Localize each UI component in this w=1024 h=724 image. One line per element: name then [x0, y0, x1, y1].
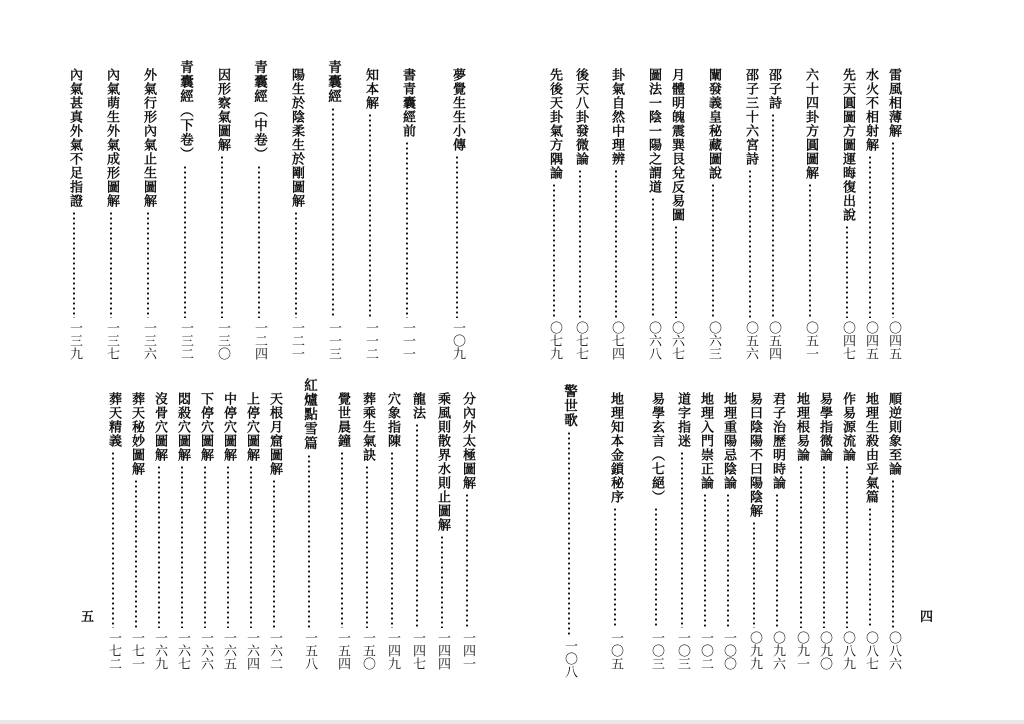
entry-title: 易學玄言（七絕） — [649, 392, 664, 504]
entry-title: 警世歌 — [561, 384, 577, 428]
toc-entry[interactable] — [792, 392, 810, 670]
dot-leader — [466, 493, 468, 628]
entry-page-number: 一六七 — [175, 631, 190, 670]
entry-page-number: 一七一 — [129, 631, 144, 670]
toc-section-heading[interactable] — [324, 60, 342, 360]
toc-entry[interactable] — [433, 392, 451, 670]
dot-leader — [332, 107, 334, 319]
dot-leader — [227, 465, 229, 628]
entry-title: 君子治歷明時論 — [770, 392, 785, 490]
entry-page-number: 一〇五 — [608, 631, 623, 670]
entry-title: 青囊經 — [325, 60, 341, 104]
entry-title: 龍法 — [410, 392, 425, 420]
dot-leader — [416, 423, 418, 628]
entry-page-number: 一七二 — [106, 631, 121, 670]
entry-title: 悶殺穴圖解 — [175, 392, 190, 462]
dot-leader — [823, 465, 825, 628]
entry-title: 地理入門崇正論 — [698, 392, 713, 490]
toc-entry[interactable] — [673, 392, 691, 670]
dot-leader — [655, 507, 657, 628]
dot-leader — [675, 225, 677, 318]
entry-page-number: 〇九六 — [770, 631, 785, 670]
toc-entry[interactable] — [408, 392, 426, 670]
entry-title: 青囊經（下卷） — [177, 60, 193, 162]
toc-entry[interactable] — [358, 392, 376, 670]
toc-entry[interactable] — [65, 68, 83, 360]
entry-title: 作易源流論 — [840, 392, 855, 462]
entry-title: 沒骨穴圖解 — [152, 392, 167, 462]
dot-leader — [204, 465, 206, 628]
entry-page-number: 一二四 — [252, 321, 267, 360]
entry-page-number: 〇四七 — [840, 321, 855, 360]
dot-leader — [158, 465, 160, 628]
entry-page-number: 一二一 — [289, 321, 304, 360]
toc-entry[interactable] — [644, 68, 662, 360]
dot-leader — [273, 479, 275, 628]
dot-leader — [579, 169, 581, 318]
toc-entry[interactable] — [173, 392, 191, 670]
entry-title: 內氣萌生外氣成形圖解 — [104, 68, 119, 208]
entry-page-number: 一六四 — [244, 631, 259, 670]
entry-page-number: 〇六三 — [706, 321, 721, 360]
entry-page-number: 一六九 — [152, 631, 167, 670]
toc-entry[interactable] — [361, 68, 379, 360]
entry-title: 覺世晨鐘 — [335, 392, 350, 448]
toc-entry[interactable] — [265, 392, 283, 670]
entry-page-number: 〇四五 — [886, 321, 901, 360]
entry-page-number: 〇九〇 — [817, 631, 832, 670]
entry-page-number: 一四七 — [410, 631, 425, 670]
entry-page-number: 一三二 — [178, 321, 193, 360]
scan-edge — [0, 720, 1024, 724]
toc-entry[interactable] — [741, 68, 759, 360]
dot-leader — [135, 479, 137, 628]
toc-entry[interactable] — [139, 68, 157, 360]
entry-title: 卦氣自然中理辨 — [609, 68, 624, 166]
toc-entry[interactable] — [764, 68, 782, 360]
toc-entry[interactable] — [801, 68, 819, 360]
dot-leader — [295, 211, 297, 318]
entry-title: 地理根易論 — [794, 392, 809, 462]
dot-leader — [869, 155, 871, 318]
entry-title: 闡發義皇秘藏圖說 — [706, 68, 721, 180]
dot-leader — [406, 141, 408, 318]
entry-title: 分內外太極圖解 — [460, 392, 475, 490]
dot-leader — [184, 165, 186, 319]
toc-entry[interactable] — [696, 392, 714, 670]
entry-page-number: 〇八六 — [886, 631, 901, 670]
dot-leader — [749, 169, 751, 318]
entry-page-number: 一〇九 — [450, 321, 465, 360]
toc-entry[interactable] — [545, 68, 563, 360]
toc-entry[interactable] — [815, 392, 833, 670]
toc-entry[interactable] — [398, 68, 416, 360]
entry-page-number: 〇六八 — [646, 321, 661, 360]
entry-page-number: 一三九 — [67, 321, 82, 360]
entry-title: 順逆則象至論 — [886, 392, 901, 476]
entry-title: 外氣行形內氣止生圖解 — [141, 68, 156, 208]
entry-page-number: 〇五六 — [743, 321, 758, 360]
entry-title: 夢覺生生小傳 — [450, 68, 465, 152]
toc-section-heading[interactable] — [560, 384, 578, 678]
entry-title: 書青囊經前 — [400, 68, 415, 138]
toc-entry[interactable] — [667, 68, 685, 360]
entry-title: 邵子三十六宮詩 — [743, 68, 758, 166]
dot-leader — [652, 197, 654, 318]
dot-leader — [341, 451, 343, 628]
dot-leader — [366, 465, 368, 628]
dot-leader — [809, 183, 811, 318]
entry-page-number: 〇五一 — [803, 321, 818, 360]
entry-title: 地理生殺由乎氣篇 — [863, 392, 878, 504]
entry-page-number: 一〇〇 — [721, 631, 736, 670]
entry-title: 紅爐點雪篇 — [301, 378, 317, 451]
toc-section-heading[interactable] — [176, 60, 194, 360]
entry-page-number: 一〇八 — [562, 639, 577, 678]
entry-page-number: 一〇二 — [698, 631, 713, 670]
entry-page-number: 一四四 — [435, 631, 450, 670]
dot-leader — [772, 113, 774, 318]
entry-page-number: 一三七 — [104, 321, 119, 360]
toc-entry[interactable] — [838, 68, 856, 360]
entry-page-number: 一五四 — [335, 631, 350, 670]
toc-entry[interactable] — [719, 392, 737, 670]
entry-page-number: 一一二 — [363, 321, 378, 360]
toc-entry[interactable] — [745, 392, 763, 670]
dot-leader — [776, 493, 778, 628]
toc-entry[interactable] — [213, 68, 231, 360]
entry-title: 知本解 — [363, 68, 378, 110]
entry-title: 道字指迷 — [675, 392, 690, 448]
toc-entry[interactable] — [607, 68, 625, 360]
entry-page-number: 一一一 — [400, 321, 415, 360]
entry-title: 邵子詩 — [766, 68, 781, 110]
entry-title: 上停穴圖解 — [244, 392, 259, 462]
dot-leader — [846, 465, 848, 628]
entry-page-number: 一〇三 — [675, 631, 690, 670]
toc-entry[interactable] — [884, 392, 902, 670]
entry-title: 陽生於陰柔生於剛圖解 — [289, 68, 304, 208]
dot-leader — [615, 169, 617, 318]
entry-title: 因形察氣圖解 — [215, 68, 230, 152]
toc-entry[interactable] — [219, 392, 237, 670]
dot-leader — [553, 183, 555, 318]
entry-title: 先天圓圖方圖運晦復出說 — [840, 68, 855, 222]
toc-entry[interactable] — [838, 392, 856, 670]
dot-leader — [869, 507, 871, 628]
entry-page-number: 一〇三 — [649, 631, 664, 670]
entry-title: 雷風相薄解 — [886, 68, 901, 138]
entry-title: 月體明魄震巽艮兌反易圖 — [669, 68, 684, 222]
toc-entry[interactable] — [458, 392, 476, 670]
toc-section-heading[interactable] — [250, 60, 268, 360]
entry-title: 易曰陰陽不曰陽陰解 — [747, 392, 762, 518]
entry-page-number: 一五〇 — [360, 631, 375, 670]
entry-title: 內氣甚真外氣不足指證 — [67, 68, 82, 208]
dot-leader — [704, 493, 706, 628]
dot-leader — [892, 141, 894, 318]
entry-title: 地理重陽忌陰論 — [721, 392, 736, 490]
entry-title: 後天八卦發微論 — [573, 68, 588, 166]
dot-leader — [73, 211, 75, 318]
entry-page-number: 〇八九 — [840, 631, 855, 670]
entry-page-number: 〇五四 — [766, 321, 781, 360]
entry-title: 葬乘生氣訣 — [360, 392, 375, 462]
entry-title: 天根月窟圖解 — [267, 392, 282, 476]
entry-title: 下停穴圖解 — [198, 392, 213, 462]
dot-leader — [753, 521, 755, 628]
dot-leader — [712, 183, 714, 318]
left-page-number: 五 — [81, 610, 95, 625]
entry-page-number: 一六二 — [267, 631, 282, 670]
toc-entry[interactable] — [704, 68, 722, 360]
toc-entry[interactable] — [861, 68, 879, 360]
dot-leader — [181, 465, 183, 628]
entry-title: 六十四卦方圓圖解 — [803, 68, 818, 180]
toc-entry[interactable] — [196, 392, 214, 670]
dot-leader — [147, 211, 149, 318]
dot-leader — [112, 451, 114, 628]
toc-entry[interactable] — [571, 68, 589, 360]
toc-entry[interactable] — [448, 68, 466, 360]
toc-entry[interactable] — [150, 392, 168, 670]
entry-title: 先後天卦氣方隅論 — [547, 68, 562, 180]
toc-entry[interactable] — [768, 392, 786, 670]
dot-leader — [681, 451, 683, 628]
toc-entry[interactable] — [242, 392, 260, 670]
toc-entry[interactable] — [383, 392, 401, 670]
dot-leader — [258, 165, 260, 319]
dot-leader — [892, 479, 894, 628]
entry-page-number: 〇七四 — [609, 321, 624, 360]
entry-title: 青囊經（中卷） — [251, 60, 267, 162]
right-page-number: 四 — [920, 610, 934, 625]
toc-entry[interactable] — [333, 392, 351, 670]
entry-title: 中停穴圖解 — [221, 392, 236, 462]
entry-page-number: 〇九九 — [747, 631, 762, 670]
toc-entry[interactable] — [102, 68, 120, 360]
dot-leader — [221, 155, 223, 318]
dot-leader — [568, 431, 570, 637]
dot-leader — [369, 113, 371, 318]
dot-leader — [456, 155, 458, 318]
entry-page-number: 一一三 — [326, 321, 341, 360]
entry-page-number: 一四九 — [385, 631, 400, 670]
toc-entry[interactable] — [861, 392, 879, 670]
toc-entry[interactable] — [647, 392, 665, 670]
dot-leader — [846, 225, 848, 318]
dot-leader — [308, 454, 310, 629]
entry-title: 易學指微論 — [817, 392, 832, 462]
entry-page-number: 一六六 — [198, 631, 213, 670]
toc-entry[interactable] — [104, 392, 122, 670]
toc-entry[interactable] — [287, 68, 305, 360]
entry-page-number: 〇九一 — [794, 631, 809, 670]
dot-leader — [250, 465, 252, 628]
entry-title: 乘風則散界水則止圖解 — [435, 392, 450, 532]
entry-title: 地理知本金鎖秘序 — [608, 392, 623, 504]
dot-leader — [441, 535, 443, 628]
entry-page-number: 一六五 — [221, 631, 236, 670]
entry-page-number: 〇七七 — [573, 321, 588, 360]
dot-leader — [800, 465, 802, 628]
entry-page-number: 一四一 — [460, 631, 475, 670]
entry-page-number: 〇七九 — [547, 321, 562, 360]
entry-page-number: 〇八七 — [863, 631, 878, 670]
entry-page-number: 〇四五 — [863, 321, 878, 360]
entry-page-number: 〇六七 — [669, 321, 684, 360]
dot-leader — [391, 451, 393, 628]
entry-title: 水火不相射解 — [863, 68, 878, 152]
dot-leader — [727, 493, 729, 628]
entry-title: 圖法一陰一陽之謂道 — [646, 68, 661, 194]
entry-page-number: 一三六 — [141, 321, 156, 360]
dot-leader — [110, 211, 112, 318]
entry-title: 穴象指陳 — [385, 392, 400, 448]
toc-section-heading[interactable] — [300, 378, 318, 670]
toc-entry[interactable] — [884, 68, 902, 360]
entry-page-number: 一三〇 — [215, 321, 230, 360]
dot-leader — [614, 507, 616, 628]
entry-page-number: 一五八 — [302, 631, 317, 670]
entry-title: 葬天精義 — [106, 392, 121, 448]
entry-title: 葬天秘妙圖解 — [129, 392, 144, 476]
toc-entry[interactable] — [127, 392, 145, 670]
toc-entry[interactable] — [606, 392, 624, 670]
